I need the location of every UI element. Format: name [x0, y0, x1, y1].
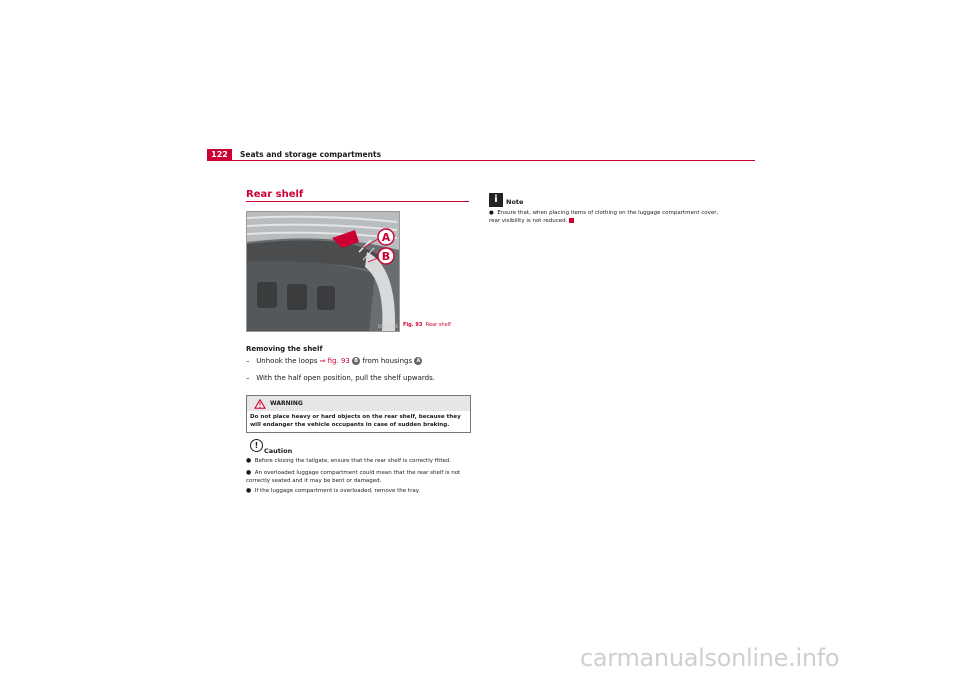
note-item-text: Ensure that, when placing items of clothing on the luggage compartment cover, rear visibility is not reduced. [489, 210, 719, 224]
figure-caption-text: Rear shelf [425, 322, 451, 328]
step-text: from housings [362, 357, 413, 365]
caution-item-text: Before closing the tailgate, ensure that the rear shelf is correctly fitted. [254, 458, 452, 464]
warning-label: WARNING [270, 400, 303, 407]
figure-rear-shelf [246, 211, 400, 332]
callout-a: A [381, 231, 391, 244]
rear-shelf-illustration [247, 212, 399, 331]
fig-93-link[interactable]: ⇒ fig. 93 [319, 357, 350, 365]
removing-heading: Removing the shelf [246, 345, 323, 353]
page-number: 122 [207, 149, 232, 161]
note-icon: i [489, 193, 503, 207]
warning-header [247, 396, 470, 411]
caution-item [246, 469, 469, 485]
bullet-icon: ● [246, 469, 252, 476]
caution-item [246, 457, 469, 465]
step-text: Unhook the loops [256, 357, 318, 365]
page-header [207, 149, 755, 161]
callout-b: B [381, 250, 391, 263]
figure-caption [403, 322, 451, 328]
caution-item-text: An overloaded luggage compartment could mean that the rear shelf is not correctly seated and it may be bent or damaged. [246, 470, 461, 484]
caution-item [246, 487, 469, 495]
step-dash: – [246, 357, 250, 365]
section-title: Rear shelf [246, 189, 469, 202]
warning-icon [253, 399, 267, 409]
end-of-section-icon [569, 218, 574, 223]
bullet-icon: ● [246, 457, 252, 464]
bullet-icon: ● [489, 210, 494, 216]
step-unhook [246, 357, 422, 365]
step-text: With the half open position, pull the shelf upwards. [256, 374, 435, 382]
warning-box [246, 395, 471, 433]
note-label: Note [506, 198, 524, 206]
warning-text: Do not place heavy or hard objects on the rear shelf, because they will endanger the vehicle occupants in case of sudden braking. [250, 414, 461, 428]
caution-icon: ! [250, 439, 263, 452]
caution-item-text: If the luggage compartment is overloaded, remove the tray. [254, 488, 420, 494]
figure-code: B5H-0096 [378, 324, 398, 329]
note-item [489, 209, 719, 225]
badge-a: A [414, 357, 422, 365]
page-header-title: Seats and storage compartments [240, 150, 382, 159]
step-dash: – [246, 374, 250, 382]
badge-b: B [352, 357, 360, 365]
watermark: carmanualsonline.info [580, 644, 840, 672]
header-rule [207, 160, 755, 161]
caution-label: Caution [264, 447, 293, 455]
bullet-icon: ● [246, 487, 252, 494]
figure-caption-label: Fig. 93 [403, 322, 423, 328]
step-pull-shelf [246, 374, 435, 382]
